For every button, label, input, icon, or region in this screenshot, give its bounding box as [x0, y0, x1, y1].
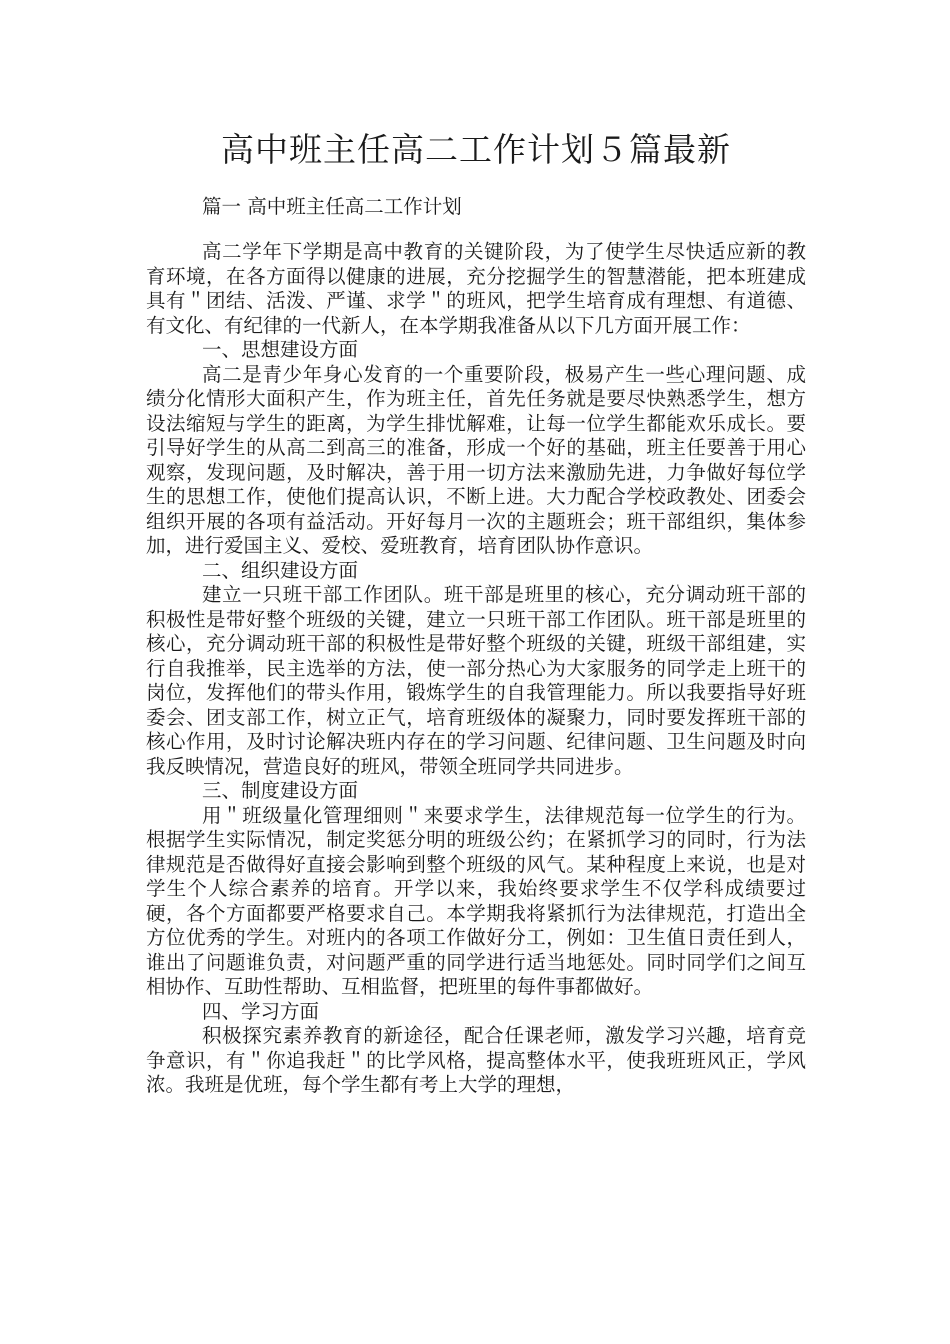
- intro-paragraph: 高二学年下学期是高中教育的关键阶段，为了使学生尽快适应新的教育环境，在各方面得以健康的进展，充分挖掘学生的智慧潜能，把本班建成具有＂团结、活泼、严谨、求学＂的班风，把学生培育成有理想、有道德、有文化、有纪律的一代新人，在本学期我准备从以下几方面开展工作：: [146, 240, 806, 337]
- subheading-system: 三、制度建设方面: [202, 779, 359, 802]
- section-heading: 篇一 高中班主任高二工作计划: [202, 195, 462, 218]
- subheading-organization: 二、组织建设方面: [202, 558, 359, 582]
- paragraph-ideology: 高二是青少年身心发育的一个重要阶段，极易产生一些心理问题、成绩分化情形大面积产生，作为班主任，首先任务就是要尽快熟悉学生，想方设法缩短与学生的距离，为学生排忧解难，让每一位学生都能欢乐成长。要引导好学生的从高二到高三的准备，形成一个好的基础，班主任要善于用心观察，发现问题，及时解决，善于用一切方法来激励先进，力争做好每位学生的思想工作，使他们提高认识，不断上进。大力配合学校政教处、团委会组织开展的各项有益活动。开好每月一次的主题班会；班干部组织，集体参加，进行爱国主义、爱校、爱班教育，培育团队协作意识。: [146, 362, 806, 557]
- paragraph-study: 积极探究素养教育的新途径，配合任课老师，激发学习兴趣，培育竞争意识，有＂你追我赶＂的比学风格，提高整体水平，使我班班风正，学风浓。我班是优班，每个学生都有考上大学的理想，: [146, 1024, 806, 1096]
- paragraph-organization: 建立一只班干部工作团队。班干部是班里的核心，充分调动班干部的积极性是带好整个班级的关键，建立一只班干部工作团队。班干部是班里的核心，充分调动班干部的积极性是带好整个班级的关键，班级干部组建，实行自我推举，民主选举的方法，使一部分热心为大家服务的同学走上班干的岗位，发挥他们的带头作用，锻炼学生的自我管理能力。所以我要指导好班委会、团支部工作，树立正气，培育班级体的凝聚力，同时要发挥班干部的核心作用，及时讨论解决班内存在的学习问题、纪律问题、卫生问题及时向我反映情况，营造良好的班风，带领全班同学共同进步。: [146, 583, 806, 778]
- document-page: [146, 128, 806, 1098]
- paragraph-system: 用＂班级量化管理细则＂来要求学生，法律规范每一位学生的行为。根据学生实际情况，制定奖惩分明的班级公约；在紧抓学习的同时，行为法律规范是否做得好直接会影响到整个班级的风气。某种程度上来说，也是对学生个人综合素养的培育。开学以来，我始终要求学生不仅学科成绩要过硬，各个方面都要严格要求自己。本学期我将紧抓行为法律规范，打造出全方位优秀的学生。对班内的各项工作做好分工，例如：卫生值日责任到人，谁出了问题谁负责，对问题严重的同学进行适当地惩处。同时同学们之间互相协作、互助性帮助、互相监督，把班里的每件事都做好。: [146, 803, 806, 998]
- subheading-study: 四、学习方面: [202, 999, 320, 1023]
- subheading-ideology: 一、思想建设方面: [202, 338, 359, 361]
- document-title: 高中班主任高二工作计划５篇最新: [221, 130, 731, 169]
